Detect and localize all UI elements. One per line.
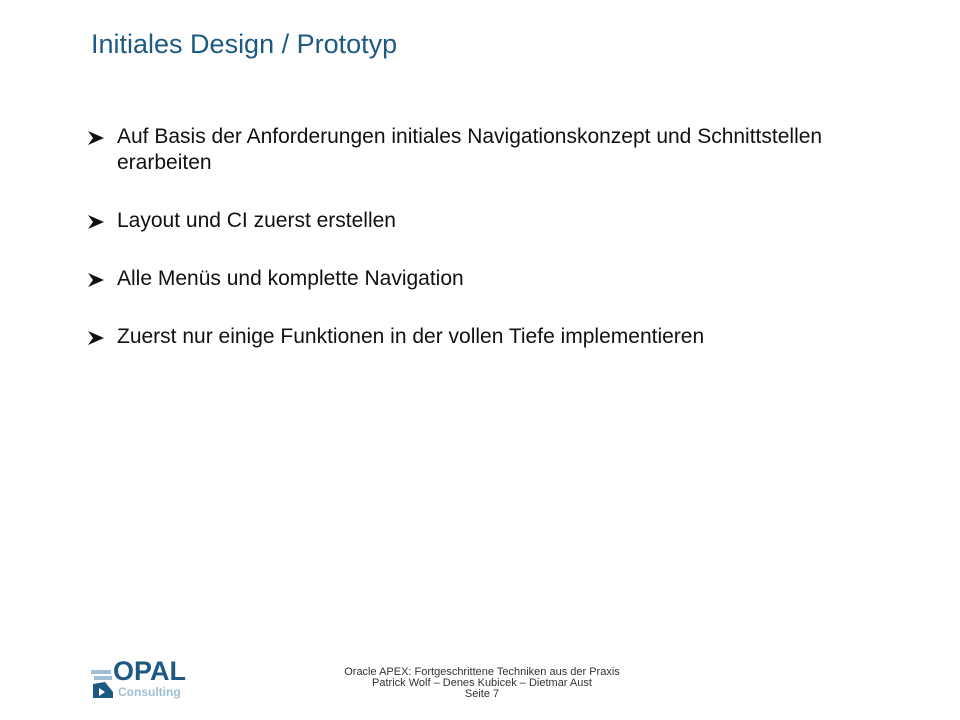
arrow-bullet-icon — [88, 331, 104, 345]
bullet-item — [88, 208, 908, 234]
opal-consulting-logo — [91, 654, 201, 700]
arrow-bullet-icon — [88, 215, 104, 229]
bullet-item — [88, 324, 908, 350]
slide-title: Initiales Design / Prototyp — [91, 29, 398, 59]
footer — [300, 667, 664, 700]
footer-authors: Patrick Wolf – Denes Kubicek – Dietmar Aust — [372, 677, 592, 689]
footer-presentation-title: Oracle APEX: Fortgeschrittene Techniken aus der Praxis — [344, 666, 620, 678]
footer-page-number: Seite 7 — [464, 688, 500, 700]
bullet-text: Zuerst nur einige Funktionen in der vollen Tiefe implementieren — [117, 325, 705, 348]
bullet-item — [88, 266, 908, 292]
arrow-bullet-icon — [88, 131, 104, 145]
logo-main-text: OPAL — [113, 656, 186, 686]
logo-sub-text: Consulting — [118, 685, 181, 699]
bullet-text: Layout und CI zuerst erstellen — [117, 209, 396, 232]
bullet-item — [88, 124, 908, 176]
logo-mark-icon — [91, 670, 113, 698]
bullet-text: Alle Menüs und komplette Navigation — [117, 267, 464, 290]
bullet-list — [88, 124, 908, 382]
arrow-bullet-icon — [88, 273, 104, 287]
bullet-text: Auf Basis der Anforderungen initiales Navigationskonzept und Schnittstellen erarbeiten — [117, 125, 823, 174]
